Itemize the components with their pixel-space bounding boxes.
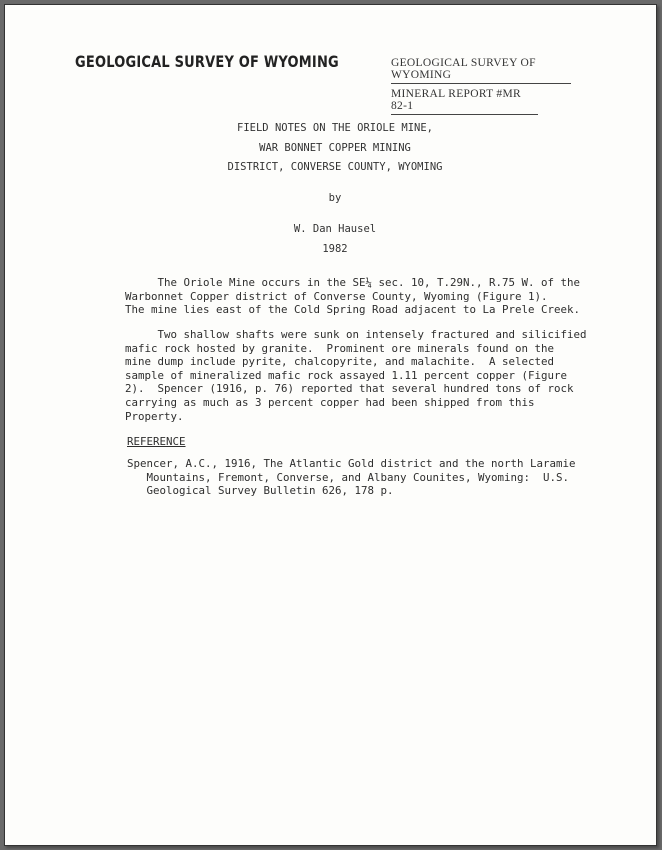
report-number: MINERAL REPORT #MR 82-1 <box>391 88 538 115</box>
title-line-3: DISTRICT, CONVERSE COUNTY, WYOMING <box>227 161 443 173</box>
document-page <box>4 4 657 846</box>
org-name: GEOLOGICAL SURVEY OF WYOMING <box>391 57 571 84</box>
reference-heading: REFERENCE <box>127 435 186 448</box>
author-block <box>5 219 662 259</box>
body-paragraph-1: The Oriole Mine occurs in the SE¼ sec. 10, T.29N., R.75 W. of the Warbonnet Copper district of Converse County, Wyoming (Figure 1). The mine lies east of the Cold Spring Road adjacent to La Prele Creek. <box>125 276 581 317</box>
by-label: by <box>328 192 342 204</box>
body-paragraph-2: Two shallow shafts were sunk on intensely fractured and silicified mafic rock hosted by granite. Prominent ore minerals found on the mine dump include pyrite, chalcopyrite, and malachite. A selected sample of mineralized mafic rock assayed 1.11 percent copper (Figure 2). Spencer (1916, p. 76) reported that several hundred tons of rock carrying as much as 3 percent copper had been shipped from this Property. <box>125 328 587 423</box>
reference-entry: Spencer, A.C., 1916, The Atlantic Gold district and the north Laramie Mountains, Fremont, Converse, and Albany Counites, Wyoming: U.S. Geological Survey Bulletin 626, 178 p. <box>127 457 576 498</box>
author-name: W. Dan Hausel <box>293 223 377 235</box>
document-title <box>5 119 662 178</box>
title-line-1: FIELD NOTES ON THE ORIOLE MINE, <box>237 122 433 134</box>
publication-year: 1982 <box>322 243 348 255</box>
survey-stamp: GEOLOGICAL SURVEY OF WYOMING <box>75 53 339 72</box>
title-line-2: WAR BONNET COPPER MINING <box>259 141 411 154</box>
report-header <box>391 57 571 115</box>
